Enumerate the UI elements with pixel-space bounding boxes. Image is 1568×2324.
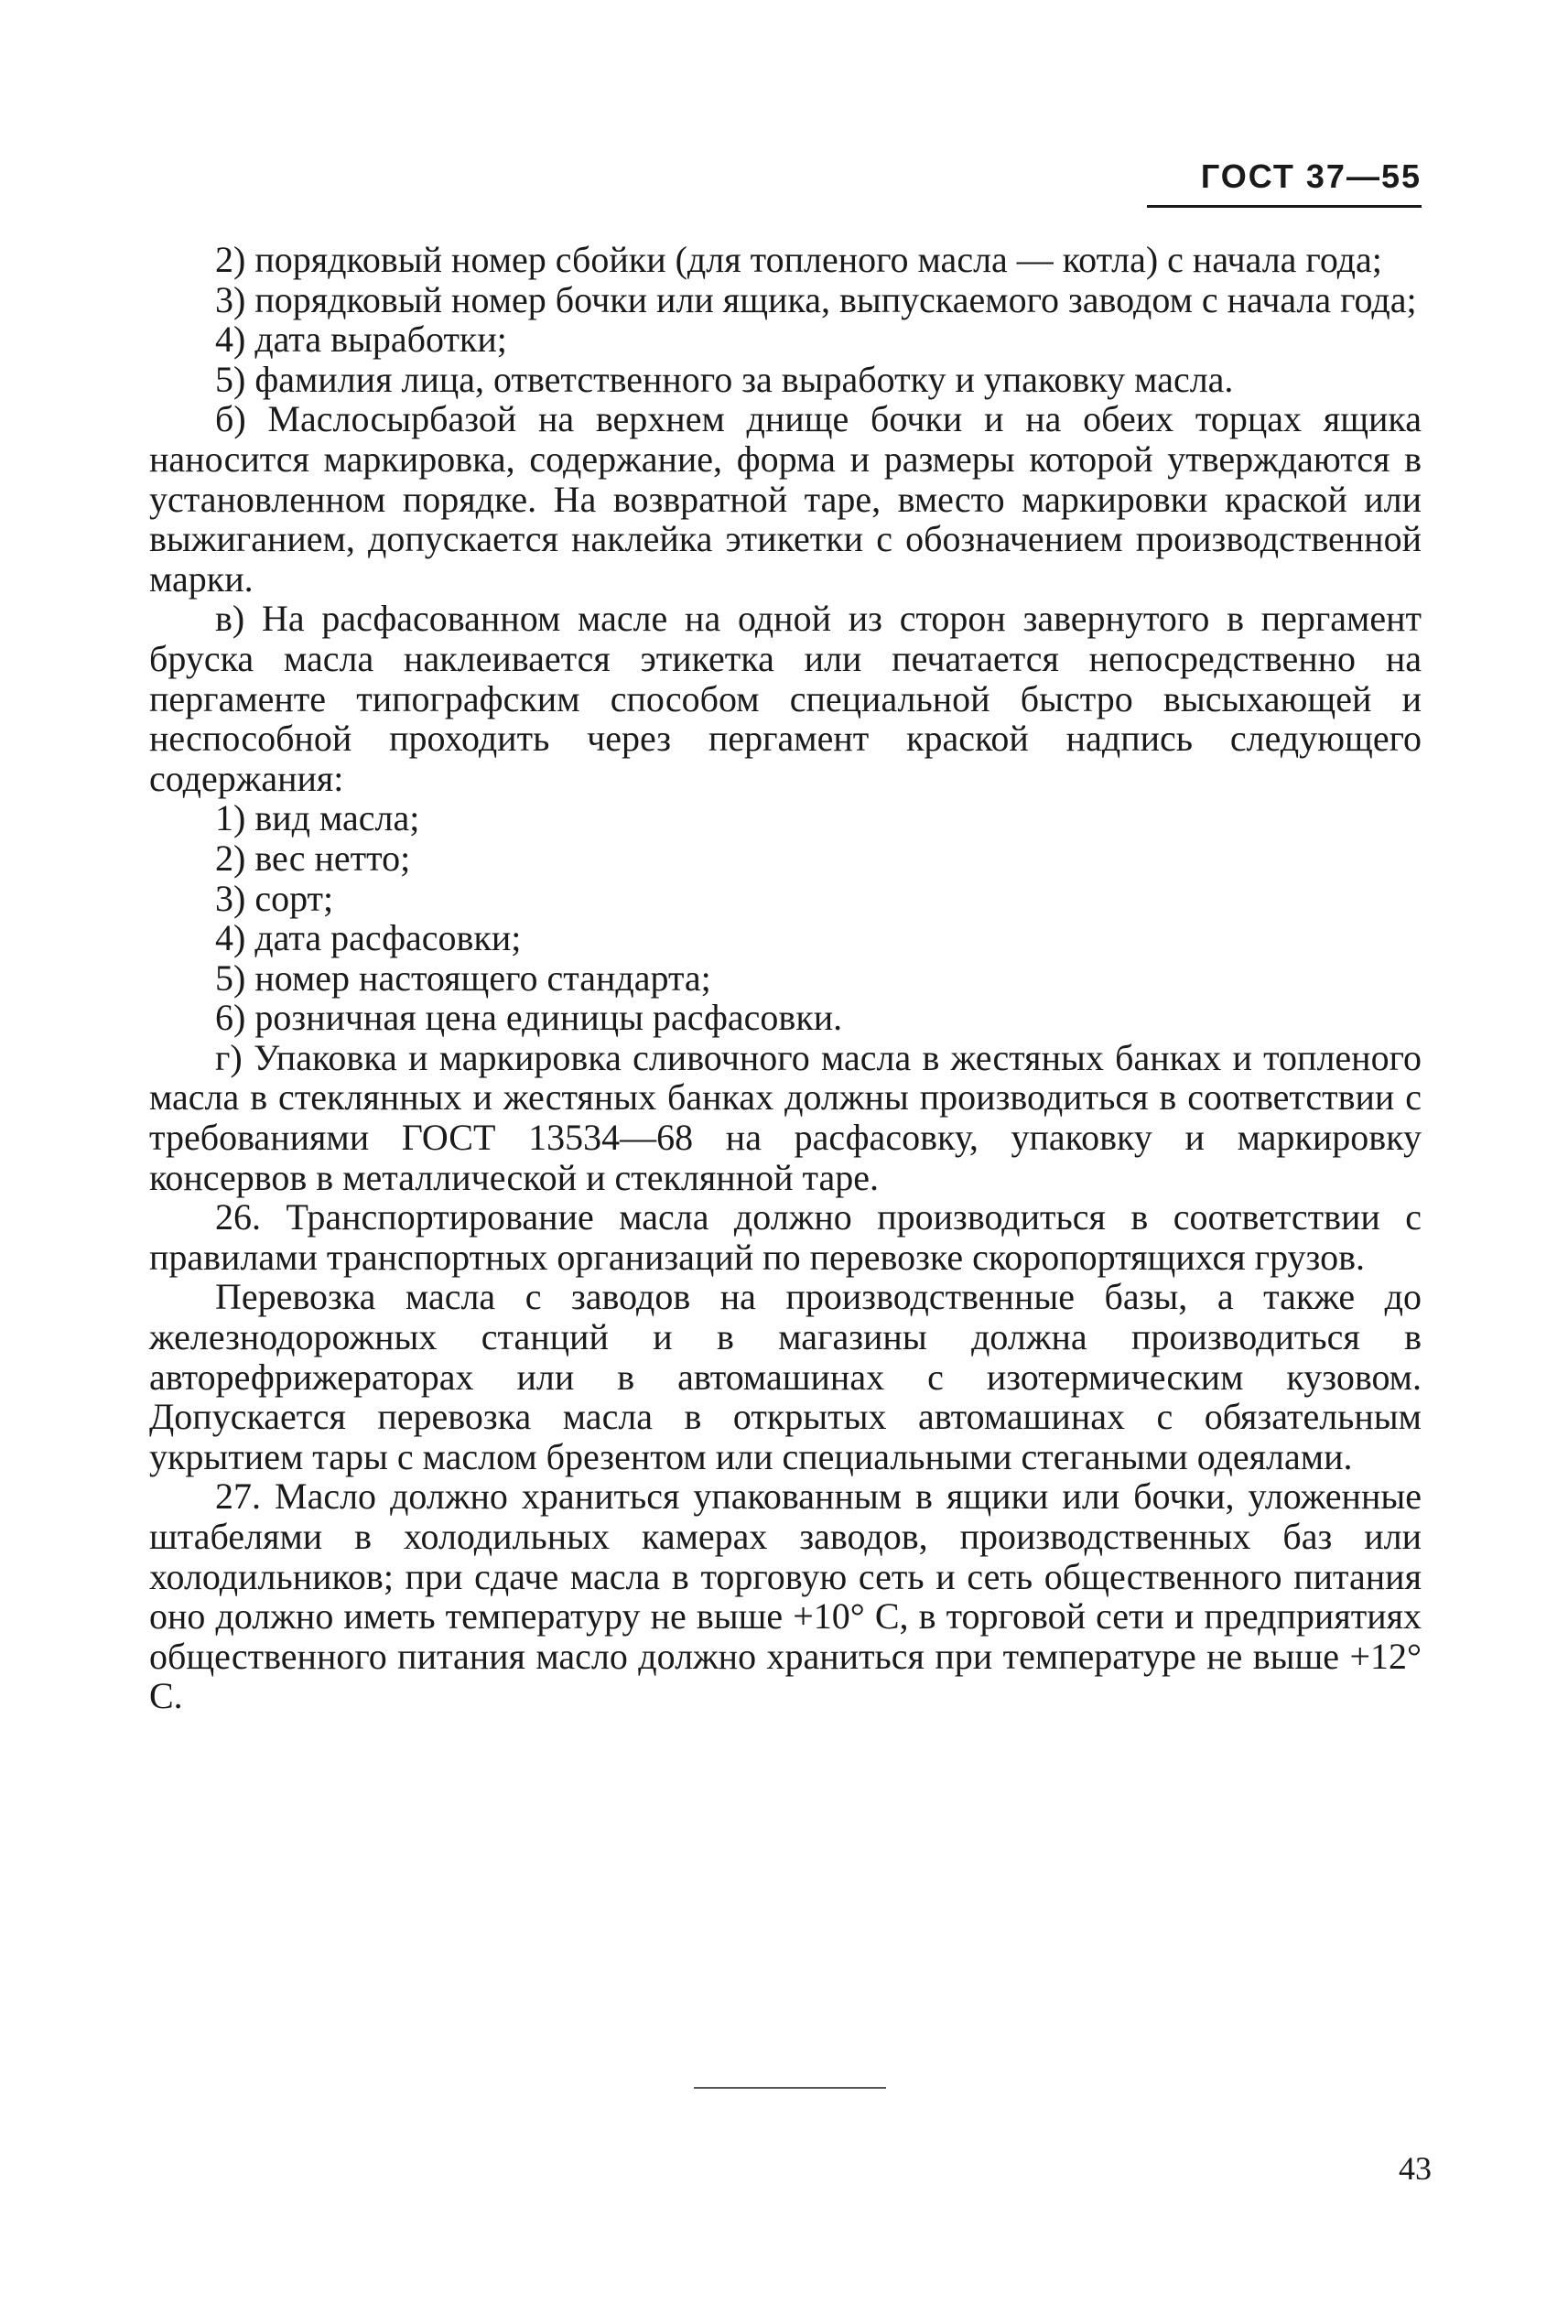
header-rule [1147, 205, 1422, 208]
page-header [1119, 157, 1422, 208]
paragraph: 3) порядковый номер бочки или ящика, выпускаемого заводом с начала года; [215, 278, 1417, 320]
paragraph: 27. Масло должно храниться упакованным в ящики или бочки, уложенные штабелями в холодильных камерах заводов, производственных баз или холодильников; при сдаче масла в торговую сеть и сеть общественного питания оно должно иметь температуру не выше +10° С, в торговой сети и предприятиях общественного питания масло должно храниться при температуре не выше +12° С. [149, 1475, 1422, 1717]
paragraph: 2) порядковый номер сбойки (для топленого масла — котла) с начала года; [215, 239, 1382, 280]
paragraph: Перевозка масла с заводов на производственные базы, а также до железнодорожных станций и в магазины должна производиться в авторефрижераторах или в автомашинах с изотермическим кузовом. Допускается перевозка масла в открытых автомашинах с обязательным укрытием тары с маслом брезентом или специальными стегаными одеялами. [149, 1276, 1422, 1477]
list-item: 5) номер настоящего стандарта; [215, 957, 711, 999]
end-rule [694, 2087, 886, 2089]
standard-code: ГОСТ 37—55 [1200, 157, 1422, 195]
paragraph: 4) дата выработки; [215, 319, 507, 361]
page-number: 43 [1399, 2150, 1432, 2187]
list-item: 3) сорт; [215, 877, 334, 919]
paragraph: г) Упаковка и маркировка сливочного масла в жестяных банках и топленого масла в стеклянных и жестяных банках должны производиться в соответствии с требованиями ГОСТ 13534—68 на расфасовку, упаковку и маркировку консервов в металлической и стеклянной таре. [149, 1036, 1422, 1198]
list-item: 1) вид масла; [215, 797, 420, 839]
paragraph: 26. Транспортирование масла должно производиться в соответствии с правилами транспортных организаций по перевозке скоропортящихся грузов. [149, 1196, 1422, 1278]
list-item: 6) розничная цена единицы расфасовки. [215, 997, 843, 1039]
list-item: 4) дата расфасовки; [215, 917, 522, 959]
list-item: 2) вес нетто; [215, 837, 411, 879]
paragraph: 5) фамилия лица, ответственного за выработку и упаковку масла. [215, 358, 1234, 400]
paragraph: б) Маслосырбазой на верхнем днище бочки и на обеих торцах ящика наносится маркировка, содержание, форма и размеры которой утверждаются в установленном порядке. На возвратной таре, вместо маркировки краской или выжиганием, допускается наклейка этикетки с обозначением производственной марки. [149, 398, 1422, 600]
paragraph: в) На расфасованном масле на одной из сторон завернутого в пергамент бруска масла наклеивается этикетка или печатается непосредственно на пергаменте типографским способом специальной быстро высыхающей и неспособной проходить через пергамент краской надпись следующего содержания: [149, 598, 1422, 799]
document-body [149, 240, 1422, 1716]
